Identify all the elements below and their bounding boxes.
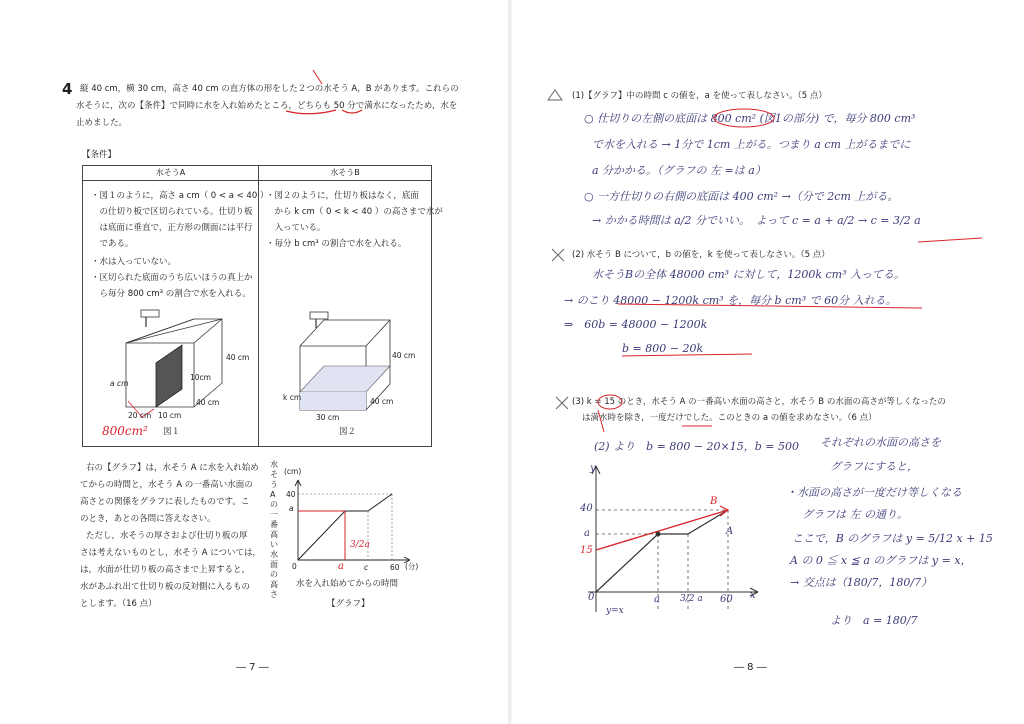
- table-head-a: 水そうA: [83, 166, 259, 181]
- question-1: (1)【グラフ】中の時間 c の値を，a を使って表しなさい。（5 点）: [572, 91, 827, 101]
- hwg-origin: 0: [588, 592, 595, 603]
- graph-origin: 0: [292, 562, 297, 571]
- page-number-7: ― 7 ―: [236, 662, 269, 673]
- cond-a-line-1: ・図１のように，高さ a cm（ 0 < a < 40 ）: [91, 191, 269, 201]
- q3-note-1: それぞれの水面の高さを: [820, 436, 941, 449]
- body-line-3: 高さとの関係をグラフに表したものです。こ: [80, 497, 250, 507]
- cond-a-line-7: ら毎分 800 cm³ の割合で水を入れる。: [91, 289, 251, 299]
- fig1-height-label: 40 cm: [226, 353, 250, 362]
- fig1-caption: 図１: [163, 427, 181, 437]
- body-line-5: ただし，水そうの厚さおよび仕切り板の厚: [86, 531, 248, 541]
- graph-a-height-vs-time: [290, 478, 440, 568]
- fig1-width2-label: 10 cm: [158, 411, 182, 420]
- hwg-y40: 40: [580, 503, 593, 514]
- fig2-height-label: 40 cm: [392, 351, 416, 360]
- intro-line-2: 水そうに，次の【条件】で同時に水を入れ始めたところ，どちらも 50 分で満水になったため，水を: [76, 101, 458, 111]
- body-line-4: のとき，あとの各問に答えなさい。: [80, 514, 216, 524]
- body-line-7: は，水面が仕切り板の高さまで上昇すると，: [80, 565, 251, 575]
- intro-line-3: 止めました。: [76, 118, 128, 128]
- cross-mark-icon-2: [554, 395, 574, 411]
- body-line-9: とします。（16 点）: [80, 599, 157, 609]
- q3-hw-line: (2) より b = 800 − 20×15，b = 500: [594, 440, 799, 453]
- hwg-B: B: [710, 496, 718, 507]
- q1-hw-line-2: で水を入れる → 1分で 1cm 上がる。つまり a cm 上がるまでに: [592, 138, 911, 151]
- hwg-ya: a: [584, 528, 590, 539]
- hwg-A: A: [726, 526, 734, 537]
- body-line-8: 水があふれ出て仕切り板の反対側に入るもの: [80, 582, 251, 592]
- fig1-width1-label: 20 cm: [128, 411, 152, 420]
- cond-a-line-5: ・水は入っていない。: [91, 257, 177, 267]
- graph-xc: c: [364, 563, 369, 572]
- fig2-depth-label: 40 cm: [370, 397, 394, 406]
- q3-note-4: グラフは 左 の通り。: [802, 508, 908, 521]
- fig2-k-label: k cm: [283, 393, 302, 402]
- q2-hw-line-4: b = 800 − 20k: [622, 342, 704, 355]
- hwg-y: y: [590, 463, 596, 474]
- graph-x60: 60: [390, 563, 400, 572]
- body-line-6: さは考えないものとし，水そう A については，: [80, 548, 262, 558]
- figure-2-tank-b: [292, 306, 442, 426]
- intro-red-underlines: [0, 0, 512, 130]
- graph-xunit: (分): [405, 562, 419, 571]
- intro-line-1: 縦 40 cm，横 30 cm，高さ 40 cm の直方体の形をした２つの水そう A，B があります。これらの: [80, 84, 459, 94]
- triangle-mark-icon: [546, 88, 566, 104]
- body-line-2: てからの時間と，水そう A の一番高い水面の: [80, 480, 253, 490]
- problem-number: 4: [62, 80, 73, 98]
- cross-mark-icon: [550, 247, 570, 263]
- hw-graph-frac: 3/2a: [350, 540, 370, 550]
- q3-note-3: ・水面の高さが一度だけ等しくなる: [786, 486, 962, 499]
- q3-note-7: → 交点は（180/7，180/7）: [790, 576, 933, 589]
- cond-b-line-2: から k cm（ 0 < k < 40 ）の高さまで水が: [266, 207, 443, 217]
- q3-note-6: A の 0 ≦ x ≦ a のグラフは y = x，: [790, 554, 972, 567]
- hwg-x32a: 3/2 a: [680, 594, 703, 604]
- q1-hw-line-3: a 分かかる。（グラフの 左 =は a）: [592, 164, 766, 177]
- question-2: (2) 水そう B について，b の値を，k を使って表しなさい。（5 点）: [572, 250, 830, 260]
- q1-hw-line-4: ○ 一方仕切りの右側の底面は 400 cm² →（分で 2cm 上がる。: [584, 190, 899, 203]
- graph-y40: 40: [286, 490, 296, 499]
- q2-hw-line-3: ⇒ 60b = 48000 − 1200k: [564, 318, 708, 331]
- q1-hw-line-5: → かかる時間は a/2 分でいい。 よって c = a + a/2 → c = 3/2 a: [592, 214, 921, 227]
- graph-caption: 【グラフ】: [327, 599, 370, 609]
- q3-red-marks: [572, 388, 872, 428]
- table-head-b: 水そうB: [259, 166, 432, 181]
- right-page: [512, 0, 1024, 724]
- graph-ya: a: [289, 504, 294, 513]
- hw-800cm2: 800cm²: [102, 424, 148, 438]
- q2-red-marks: [562, 280, 1002, 360]
- fig1-depth-label: 40 cm: [196, 398, 220, 407]
- q3-note-8: より a = 180/7: [830, 614, 918, 627]
- cond-a-line-6: ・区切られた底面のうち広いほうの真上か: [91, 273, 253, 283]
- graph-yunit: (cm): [284, 467, 302, 476]
- cond-a-line-3: は底面に垂直で，正方形の側面には平行: [91, 223, 253, 233]
- cond-b-line-3: 入っている。: [266, 223, 326, 233]
- q3-note-5: ここで，B のグラフは y = 5/12 x + 15: [792, 532, 993, 545]
- hwg-y15: 15: [580, 545, 593, 556]
- graph-xlabel: 水を入れ始めてからの時間: [296, 579, 399, 589]
- question-3-line-1: (3) k = 15 のとき，水そう A の一番高い水面の高さと，水そう B の水面の高さが等しくなったの: [572, 397, 946, 407]
- hwg-xlab: x: [750, 590, 756, 601]
- q1-red-marks: [562, 106, 1002, 246]
- cond-b-line-4: ・毎分 b cm³ の割合で水を入れる。: [266, 239, 407, 249]
- condition-label: 【条件】: [82, 150, 117, 160]
- hwg-x60: 60: [720, 594, 733, 605]
- hwg-xa: a: [654, 594, 660, 605]
- fig2-width-label: 30 cm: [316, 413, 340, 422]
- q1-hw-line-1: ○ 仕切りの左側の底面は 800 cm² (図1の部分) で，毎分 800 cm³: [584, 112, 916, 125]
- hwg-yx: y=x: [606, 606, 624, 616]
- question-3-line-2: は満水時を除き，一度だけでした。このときの a の値を求めなさい。（6 点）: [582, 413, 877, 423]
- hw-graph-a: a: [338, 561, 344, 572]
- fig1-k-label: 10cm: [190, 373, 211, 382]
- cond-b-line-1: ・図２のように，仕切り板はなく，底面: [266, 191, 419, 201]
- cond-a-line-2: の仕切り板で区切られている。仕切り板: [91, 207, 253, 217]
- fig1-a-label: a cm: [110, 379, 129, 388]
- q2-hw-line-2: → のこり 48000 − 1200k cm³ を，毎分 b cm³ で 60分 入れる。: [564, 294, 897, 307]
- fig2-caption: 図２: [339, 427, 357, 437]
- q3-note-2: グラフにすると，: [830, 460, 918, 473]
- page-number-8: ― 8 ―: [734, 662, 767, 673]
- body-line-1: 右の【グラフ】は，水そう A に水を入れ始め: [86, 463, 259, 473]
- cond-a-line-4: である。: [91, 239, 134, 249]
- graph-ylabel: 水そうAの一番高い水面の高さ: [270, 460, 278, 599]
- q2-hw-line-1: 水そうBの全体 48000 cm³ に対して，1200k cm³ 入ってる。: [592, 268, 905, 281]
